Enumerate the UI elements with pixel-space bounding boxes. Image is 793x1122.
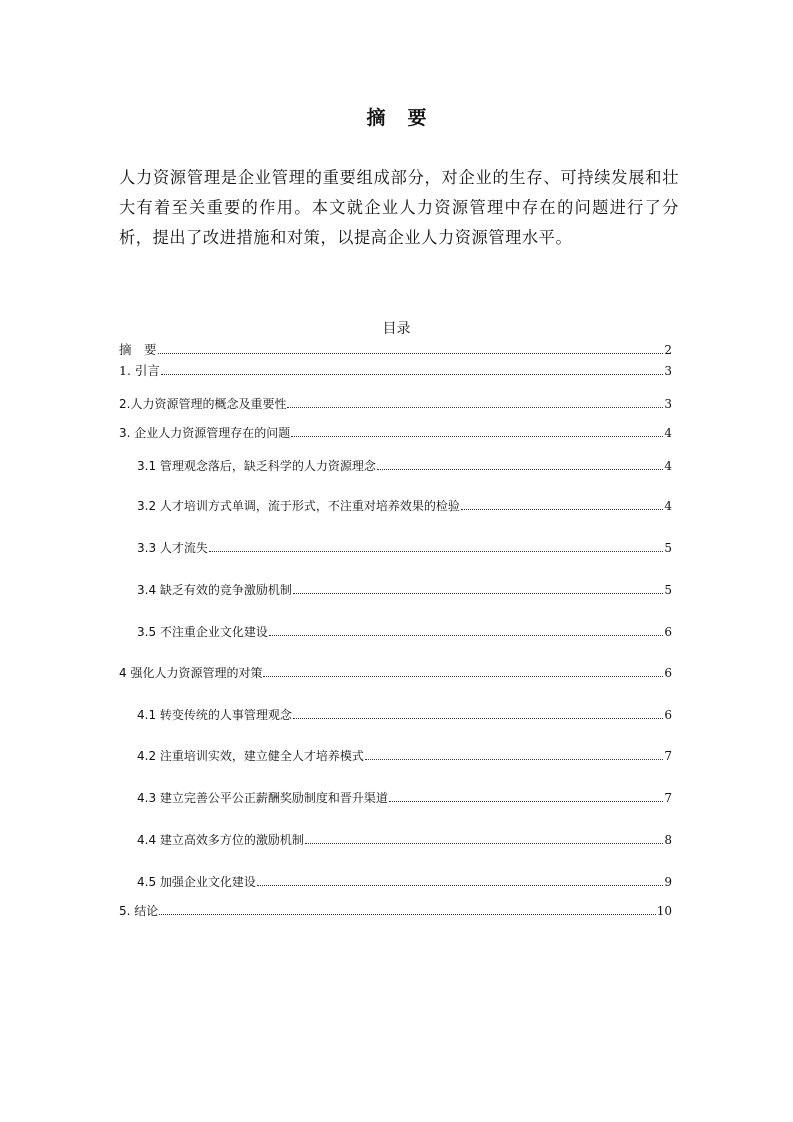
toc-leader-dots (291, 424, 663, 437)
toc-entry-label: 4.5 加强企业文化建设 (137, 875, 256, 889)
toc-entry-label: 摘 要 (119, 342, 157, 357)
toc-leader-dots (461, 497, 663, 510)
toc-entry[interactable] (119, 362, 672, 380)
toc-leader-dots (257, 873, 663, 886)
toc-entry-label: 3.5 不注重企业文化建设 (137, 625, 268, 639)
toc-entry-page: 10 (656, 904, 672, 918)
toc-entry-label: 4.2 注重培训实效，建立健全人才培养模式 (137, 749, 364, 763)
toc-entry[interactable] (119, 424, 672, 442)
toc-leader-dots (293, 706, 663, 719)
toc-entry-page: 6 (664, 666, 672, 680)
toc-entry[interactable] (119, 395, 672, 413)
toc-leader-dots (287, 395, 663, 408)
toc-entry-page: 4 (664, 426, 672, 440)
toc-leader-dots (269, 623, 663, 636)
toc-entry-label: 3. 企业人力资源管理存在的问题 (119, 426, 291, 440)
toc-entry-label: 3.2 人才培训方式单调，流于形式，不注重对培养效果的检验 (137, 499, 460, 513)
toc-entry-page: 6 (664, 625, 672, 639)
toc-leader-dots (365, 747, 663, 760)
toc-leader-dots (377, 457, 663, 470)
toc-entry[interactable] (137, 623, 672, 641)
toc-leader-dots (161, 362, 663, 375)
toc-entry-page: 6 (664, 708, 672, 722)
toc-entry[interactable] (137, 581, 672, 599)
toc-leader-dots (209, 539, 663, 552)
toc-entry-label: 4.4 建立高效多方位的激励机制 (137, 833, 304, 847)
toc-entry-page: 4 (664, 499, 672, 513)
toc-entry-page: 5 (664, 541, 672, 555)
toc-entry-label: 4.1 转变传统的人事管理观念 (137, 708, 292, 722)
toc-entry-page: 8 (664, 833, 672, 847)
toc-leader-dots (263, 664, 663, 677)
toc-entry-page: 3 (664, 397, 672, 411)
toc-entry-page: 2 (664, 343, 672, 357)
toc-entry[interactable] (119, 902, 672, 920)
toc-title: 目录 (382, 321, 411, 337)
toc-entry[interactable] (137, 831, 672, 849)
toc-entry[interactable] (119, 664, 672, 682)
toc-entry-page: 4 (664, 459, 672, 473)
toc-entry-label: 2.人力资源管理的概念及重要性 (119, 397, 287, 411)
toc-entry-page: 7 (664, 791, 672, 805)
toc-entry-label: 4 强化人力资源管理的对策 (119, 666, 263, 680)
abstract-title: 摘要 (366, 107, 449, 129)
toc-entry-page: 5 (664, 583, 672, 597)
toc-entry-label: 5. 结论 (119, 904, 159, 918)
toc-entry-label: 3.1 管理观念落后，缺乏科学的人力资源理念 (137, 459, 376, 473)
toc-entry[interactable] (137, 789, 672, 807)
toc-entry[interactable] (137, 706, 672, 724)
toc-entry[interactable] (137, 747, 672, 765)
toc-leader-dots (389, 789, 663, 802)
toc-entry-label: 1. 引言 (119, 363, 160, 378)
abstract-body: 人力资源管理是企业管理的重要组成部分，对企业的生存、可持续发展和壮大有着至关重要的作用。本文就企业人力资源管理中存在的问题进行了分析，提出了改进措施和对策，以提高企业人力资源管理水平。 (119, 168, 679, 247)
toc-leader-dots (159, 902, 655, 915)
toc-entry[interactable] (137, 457, 672, 475)
toc-entry[interactable] (119, 341, 672, 359)
toc-entry-label: 3.4 缺乏有效的竞争激励机制 (137, 583, 292, 597)
toc-entry-label: 4.3 建立完善公平公正薪酬奖励制度和晋升渠道 (137, 791, 388, 805)
toc-leader-dots (305, 831, 663, 844)
toc-entry-page: 7 (664, 749, 672, 763)
toc-leader-dots (293, 581, 663, 594)
toc-entry[interactable] (137, 497, 672, 515)
toc-entry[interactable] (137, 873, 672, 891)
toc-entry-page: 3 (664, 364, 672, 378)
toc-entry-page: 9 (664, 875, 672, 889)
toc-entry[interactable] (137, 539, 672, 557)
toc-leader-dots (158, 341, 664, 354)
toc-entry-label: 3.3 人才流失 (137, 541, 208, 555)
